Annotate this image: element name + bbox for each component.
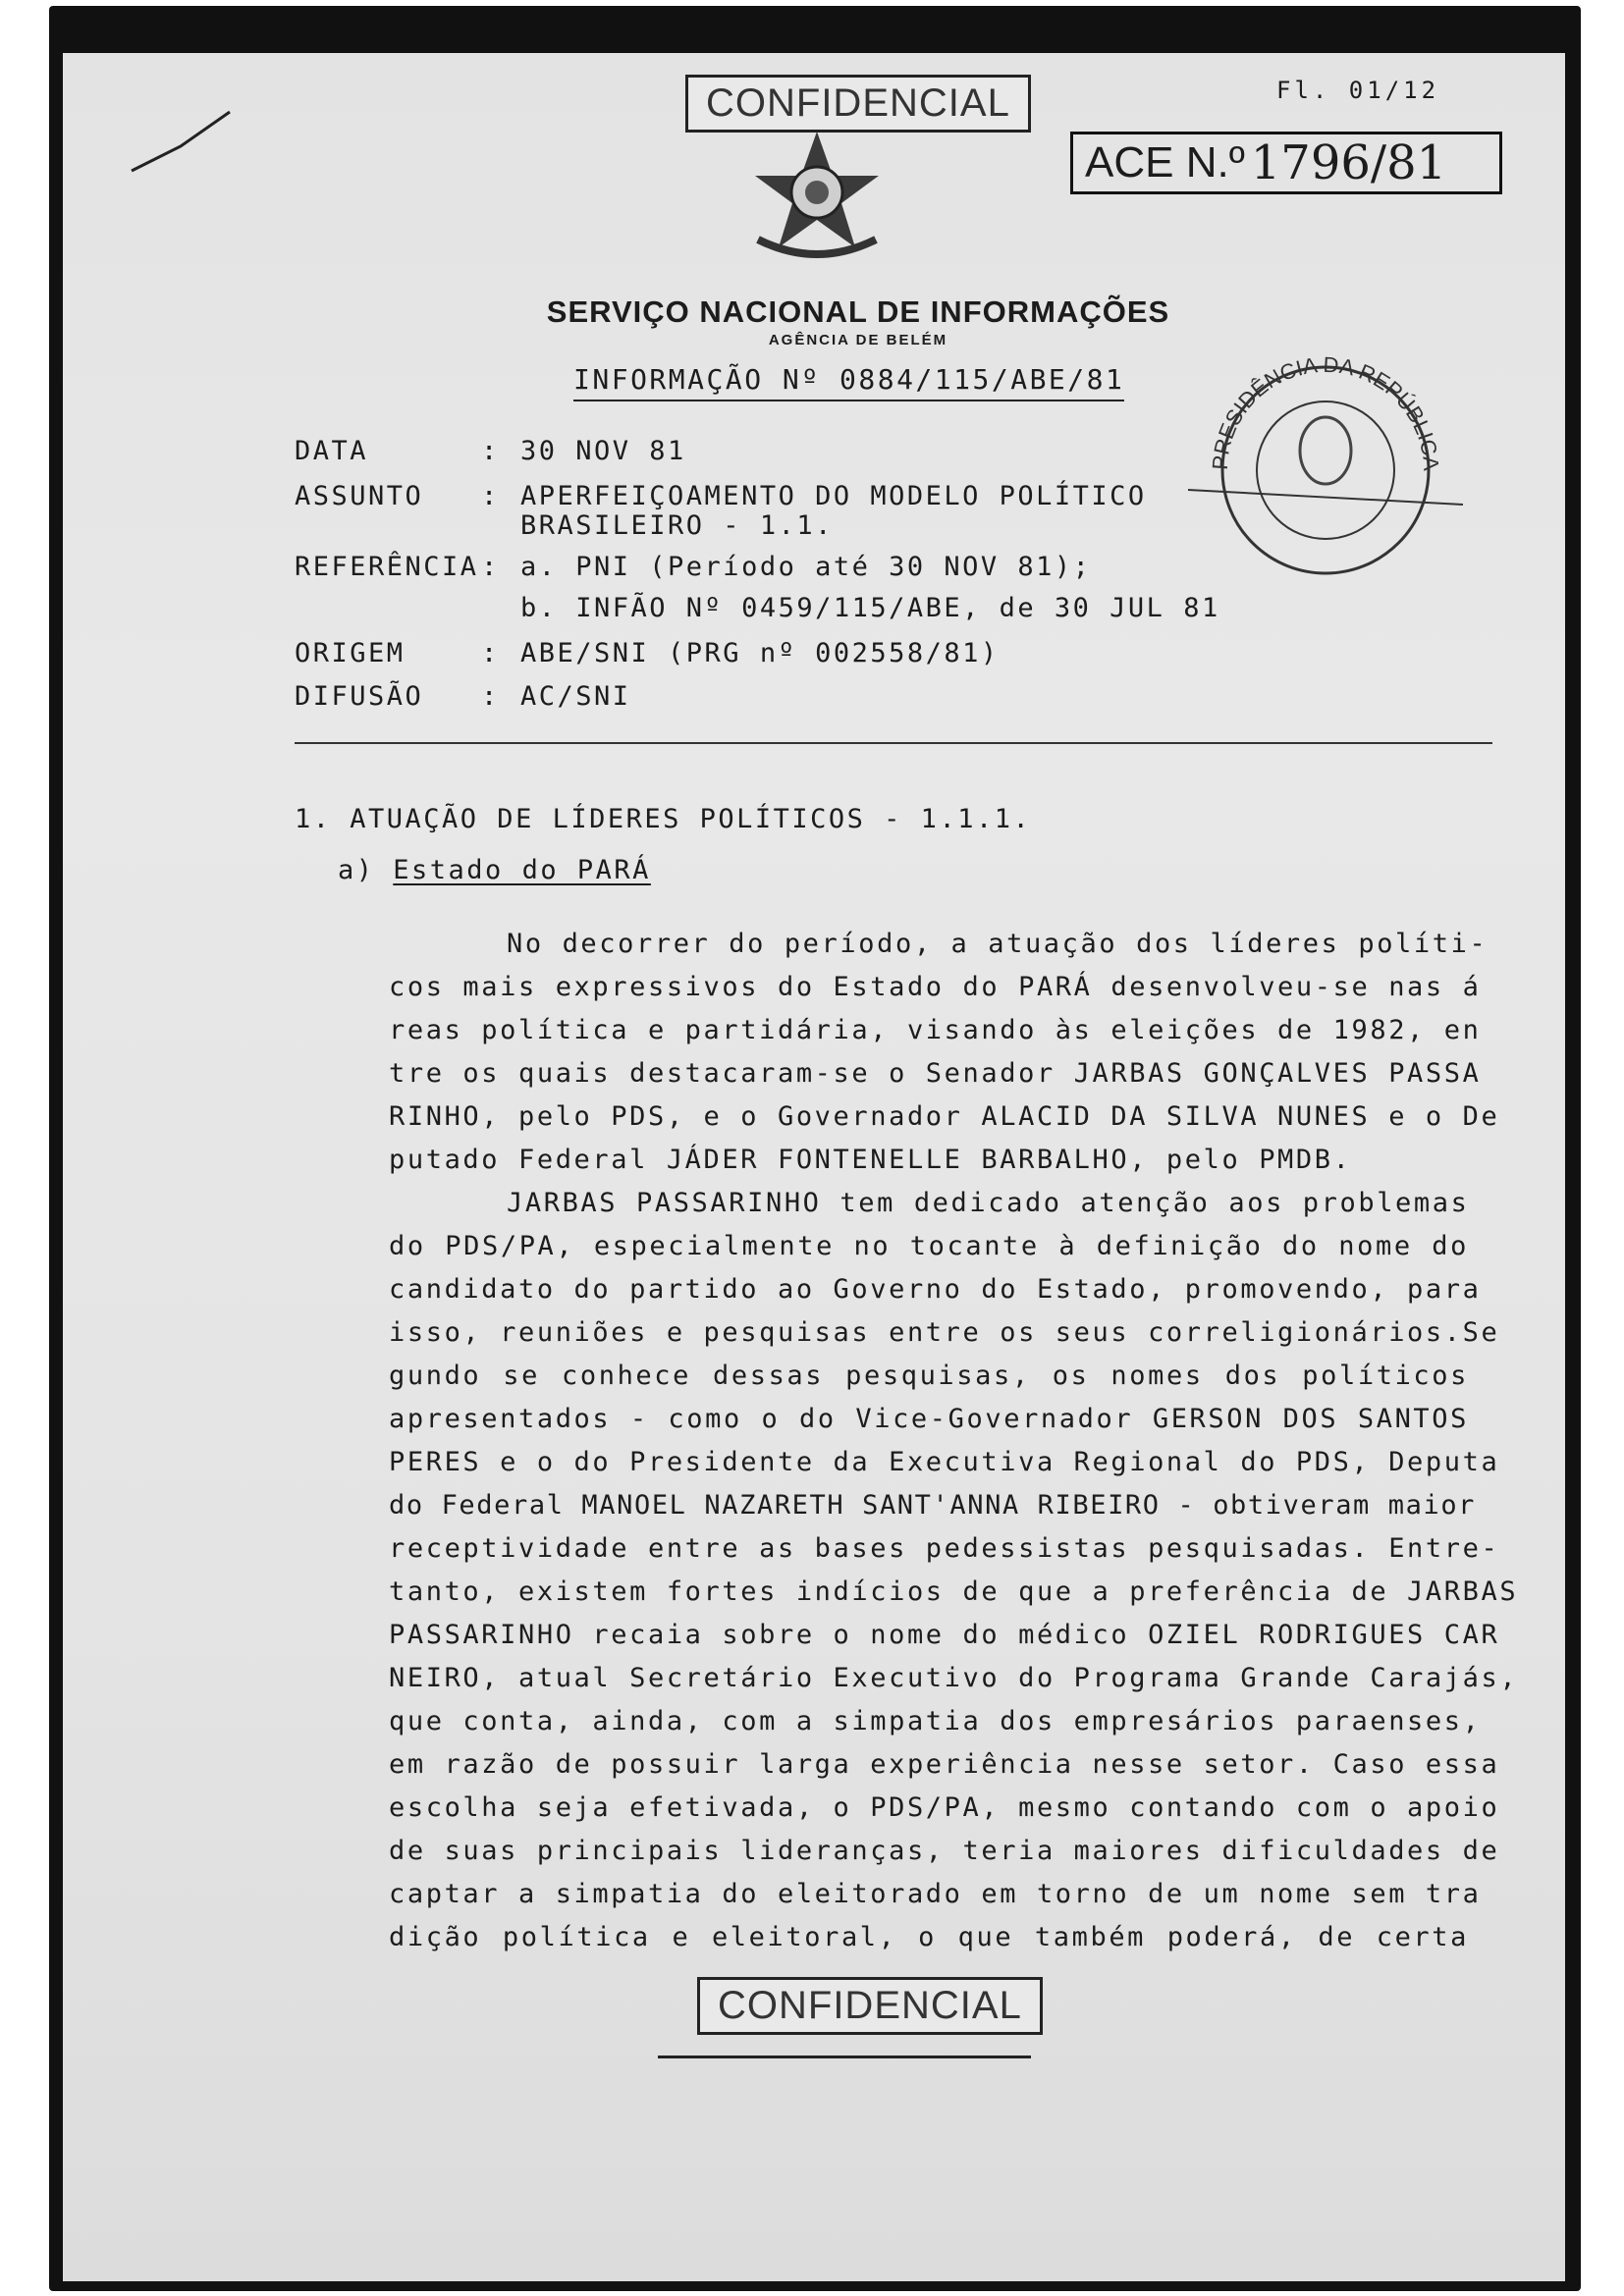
body-line: gundo se conhece dessas pesquisas, os nomes dos políticos: [389, 1361, 1469, 1391]
information-number: INFORMAÇÃO Nº 0884/115/ABE/81: [573, 363, 1124, 401]
body-line: do PDS/PA, especialmente no tocante à definição do nome do: [389, 1231, 1469, 1261]
body-line: candidato do partido ao Governo do Estado, promovendo, para: [389, 1274, 1482, 1305]
pen-mark-icon: [122, 92, 240, 181]
presidency-seal-icon: [1188, 343, 1463, 578]
seal-text: PRESIDÊNCIA DA REPÚBLICA: [1207, 351, 1444, 472]
national-coat-of-arms-icon: [738, 122, 895, 269]
confidential-stamp-top: CONFIDENCIAL: [685, 75, 1031, 133]
body-line: cos mais expressivos do Estado do PARÁ desenvolveu-se nas á: [389, 972, 1482, 1002]
field-value: a. PNI (Período até 30 NOV 81);: [520, 552, 1092, 582]
svg-text:PRESIDÊNCIA DA REPÚBLICA: [1208, 352, 1443, 472]
field-label: ASSUNTO: [295, 481, 424, 511]
stamp-underline: [658, 2056, 1031, 2058]
confidential-stamp-bottom: CONFIDENCIAL: [697, 1977, 1043, 2035]
field-difusao: DIFUSÃO : AC/SNI: [295, 681, 631, 712]
body-line: PASSARINHO recaia sobre o nome do médico OZIEL RODRIGUES CAR: [389, 1620, 1500, 1650]
field-assunto: ASSUNTO : APERFEIÇOAMENTO DO MODELO POLÍTICO: [295, 481, 1147, 511]
subsection-heading: [338, 855, 651, 885]
agency-name: SERVIÇO NACIONAL DE INFORMAÇÕES: [546, 294, 1170, 329]
body-line: putado Federal JÁDER FONTENELLE BARBALHO, pelo PMDB.: [389, 1145, 1352, 1175]
document-page: [63, 53, 1565, 2281]
field-label: DIFUSÃO: [295, 681, 424, 712]
body-line: reas política e partidária, visando às eleições de 1982, en: [389, 1015, 1482, 1045]
body-line: JARBAS PASSARINHO tem dedicado atenção aos problemas: [507, 1188, 1470, 1218]
body-line: escolha seja efetivada, o PDS/PA, mesmo contando com o apoio: [389, 1792, 1500, 1823]
body-line: receptividade entre as bases pedessistas pesquisadas. Entre-: [389, 1533, 1500, 1564]
field-origem: ORIGEM : ABE/SNI (PRG nº 002558/81): [295, 638, 1000, 668]
field-value: 30 NOV 81: [520, 436, 686, 466]
sheet-number: Fl. 01/12: [1276, 77, 1440, 104]
body-line: NEIRO, atual Secretário Executivo do Programa Grande Carajás,: [389, 1663, 1519, 1693]
body-line: apresentados - como o do Vice-Governador GERSON DOS SANTOS: [389, 1404, 1469, 1434]
field-value: BRASILEIRO - 1.1.: [520, 510, 834, 541]
field-label: DATA: [295, 436, 369, 466]
field-label: REFERÊNCIA: [295, 552, 479, 582]
body-line: captar a simpatia do eleitorado em torno de um nome sem tra: [389, 1879, 1482, 1909]
body-line: de suas principais lideranças, teria maiores dificuldades de: [389, 1836, 1500, 1866]
body-line: do Federal MANOEL NAZARETH SANT'ANNA RIBEIRO - obtiveram maior: [389, 1490, 1477, 1521]
body-line: PERES e o do Presidente da Executiva Regional do PDS, Deputa: [389, 1447, 1500, 1477]
field-value: AC/SNI: [520, 681, 631, 712]
body-line: No decorrer do período, a atuação dos líderes políti-: [507, 929, 1489, 959]
subsection-letter: a): [338, 855, 375, 885]
field-value: b. INFÃO Nº 0459/115/ABE, de 30 JUL 81: [520, 593, 1220, 623]
field-referencia: REFERÊNCIA: a. PNI (Período até 30 NOV 81);: [295, 552, 1092, 582]
ace-number: 1796/81: [1250, 135, 1447, 190]
field-label: ORIGEM: [295, 638, 406, 668]
section-title: 1. ATUAÇÃO DE LÍDERES POLÍTICOS - 1.1.1.: [295, 804, 1032, 834]
subsection-title: Estado do PARÁ: [393, 855, 651, 885]
ace-stamp: [1070, 132, 1502, 194]
body-line: que conta, ainda, com a simpatia dos empresários paraenses,: [389, 1706, 1482, 1736]
header-divider: [295, 742, 1492, 744]
field-assunto-cont: [295, 510, 834, 541]
body-line: tanto, existem fortes indícios de que a preferência de JARBAS: [389, 1576, 1519, 1607]
field-value: ABE/SNI (PRG nº 002558/81): [520, 638, 1000, 668]
body-line: isso, reuniões e pesquisas entre os seus correligionários.Se: [389, 1317, 1500, 1348]
field-value: APERFEIÇOAMENTO DO MODELO POLÍTICO: [520, 481, 1147, 511]
ace-label: ACE N.º: [1085, 138, 1245, 187]
body-line: RINHO, pelo PDS, e o Governador ALACID DA SILVA NUNES e o De: [389, 1101, 1500, 1132]
body-line: dição política e eleitoral, o que também poderá, de certa: [389, 1922, 1469, 1952]
field-data: DATA : 30 NOV 81: [295, 436, 686, 466]
agency-subtitle: AGÊNCIA DE BELÉM: [768, 332, 948, 348]
body-line: tre os quais destacaram-se o Senador JARBAS GONÇALVES PASSA: [389, 1058, 1482, 1089]
field-referencia-cont: [295, 593, 1220, 623]
body-line: em razão de possuir larga experiência nesse setor. Caso essa: [389, 1749, 1500, 1780]
